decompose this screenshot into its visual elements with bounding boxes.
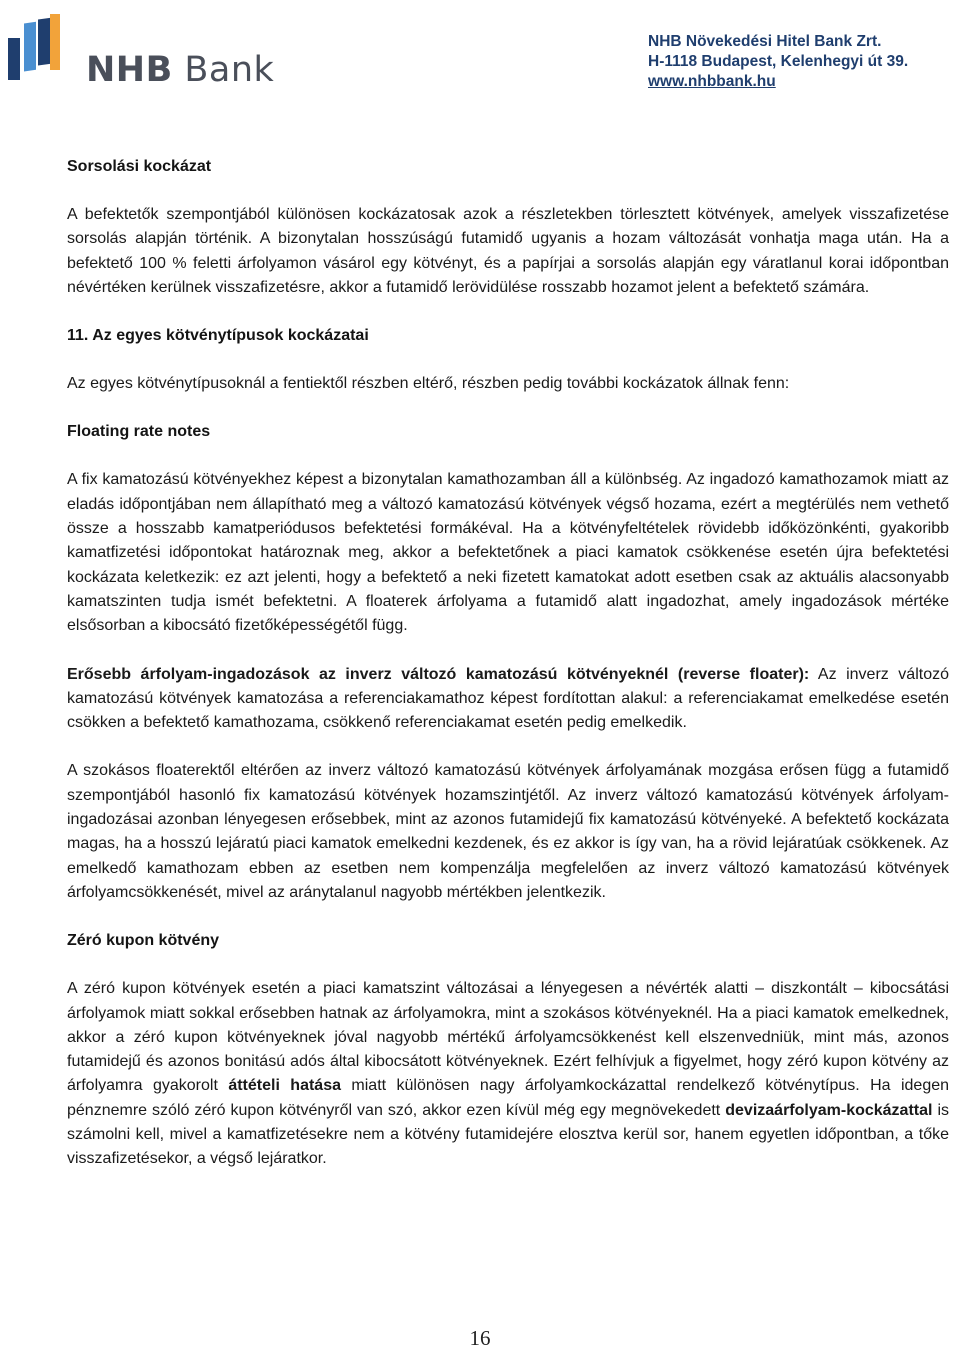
company-website-link[interactable]: www.nhbbank.hu bbox=[648, 73, 776, 90]
reverse-floater-text: Az inverz változó kamatozású kötvények kamatozása a referenciakamathoz képest fordítottan alakul: a referenciakamat emelkedése esetén csökken a befektető kamathozama, csökkenő referenciakamat esetén pedig emelkedik. bbox=[67, 665, 950, 732]
logo-mark-icon bbox=[6, 6, 86, 86]
section-heading-floating-rate-notes: Floating rate notes bbox=[67, 423, 211, 441]
paragraph-floating-rate-notes: A fix kamatozású kötvényekhez képest a bizonytalan kamathozamban áll a különbség. Az ingadozó kamathozamok miatt az eladás időpontjában nem állapítható meg a változó kamatozású kötvények végső hozama, ezért a megtérülés nem vethető össze a hosszabb kamatperiódusos befektetési formákéval. Ha a kötvényfeltételek rövidebb időközönkénti, gyakoribb kamatfizetési időpontokat határoznak meg, akkor a befektetőnek a piaci kamatok csökkenése esetén újra befektetési kockázata keletkezik: ez azt jelenti, hogy a befektető a neki fizetett kamatokat adott esetben csak az aktuális alacsonyabb kamatszinten tudja ismét befektetni. A floaterek árfolyama a futamidő alatt ingadozhat, amely ingadozások mértéke elsősorban a kibocsátó fizetőképességétől függ. bbox=[67, 471, 949, 635]
company-address: H-1118 Budapest, Kelenhegyi út 39. bbox=[648, 53, 909, 70]
paragraph-reverse-floater bbox=[67, 663, 949, 736]
paragraph-zero-coupon bbox=[67, 977, 949, 1171]
paragraph-sorsolasi-kockazat: A befektetők szempontjából különösen kockázatosak azok a részletekben törlesztett kötvények, amelyek visszafizetése sorsolás alapján történik. A bizonytalan hosszúságú futamidő ugyanis a hozam változását vonhatja maga után. Ha a befektető 100 % feletti árfolyamon vásárol egy kötvényt, és a papírjai a sorsolás alapján egy váratlanul korai időpontban névértéken kerülnek visszafizetésre, akkor a futamidő lerövidülése rosszabb hozamot jelent a befektető számára. bbox=[67, 206, 949, 296]
paragraph-kotvenytipusok-intro: Az egyes kötvénytípusoknál a fentiektől részben eltérő, részben pedig további kockázatok állnak fenn: bbox=[67, 375, 790, 393]
nhb-bank-logo bbox=[6, 6, 296, 90]
document-body bbox=[67, 155, 949, 1172]
zero-coupon-text-2: miatt különösen nagy árfolyamkockázattal rendelkező kötvénytípus. Ha idegen pénznemre szóló zéró kupon kötvényről van szó, akkor ezen kívül még egy megnövekedett bbox=[67, 1077, 950, 1119]
zero-coupon-text-3: is számolni kell, mivel a kamatfizetésekre nem a kötvény futamidejére elosztva kerül sor, hanem egyetlen időpontban, a tőke visszafizetésekor, a végső lejáratkor. bbox=[67, 1101, 950, 1168]
page-number: 16 bbox=[469, 1326, 491, 1350]
company-info bbox=[648, 32, 948, 92]
zero-coupon-bold-fx-risk: devizaárfolyam-kockázattal bbox=[725, 1101, 933, 1119]
logo-wordmark: NHB Bank bbox=[86, 50, 275, 90]
section-heading-kotvenytipusok: 11. Az egyes kötvénytípusok kockázatai bbox=[67, 327, 369, 345]
paragraph-inverse-floater-price: A szokásos floaterektől eltérően az inverz változó kamatozású kötvények árfolyamának mozgása erősen függ a futamidő szempontjából hasonló fix kamatozású kötvények hozamszintjétől. Az inverz változó kamatozású kötvények árfolyam-ingadozásai azonban lényegesen erősebbek, mint az azonos futamidejű fix kamatozású kötvényeké. A befektető kockázata magas, ha a hosszú lejáratú piaci kamatok emelkedni kezdenek, és ez akkor is így van, ha a rövid lejáratúak csökkenek. Az emelkedő kamathozam ebben az esetben nem kompenzálja megfelelően az inverz változó kamatozású kötvények árfolyamcsökkenését, mivel az aránytalanul nagyobb mértékben jelentkezik. bbox=[67, 762, 949, 901]
reverse-floater-lead: Erősebb árfolyam-ingadozások az inverz változó kamatozású kötvényeknél (reverse floater): bbox=[67, 665, 810, 683]
section-heading-sorsolasi-kockazat: Sorsolási kockázat bbox=[67, 158, 212, 175]
section-heading-zero-coupon: Zéró kupon kötvény bbox=[67, 932, 220, 950]
zero-coupon-text-1: A zéró kupon kötvények esetén a piaci kamatszint változásai a lényegesen a névérték alatti – diszkontált – kibocsátási árfolyamok miatt sokkal erősebben hatnak az árfolyamokra, mint a szokásos kötvényeknél. Ha a piaci kamatok emelkednek, akkor a zéró kupon kötvényeknek jóval nagyobb mértékű árfolyamcsökkenést kell elszenvedniük, mint más, azonos futamidejű és azonos bonitású adós által kibocsátott kötvényeknek. Ezért felhívjuk a figyelmet, hogy zéró kupon kötvény az árfolyamra gyakorolt bbox=[67, 980, 949, 1095]
company-name: NHB Növekedési Hitel Bank Zrt. bbox=[648, 33, 882, 50]
zero-coupon-bold-leverage: áttételi hatása bbox=[228, 1077, 342, 1095]
